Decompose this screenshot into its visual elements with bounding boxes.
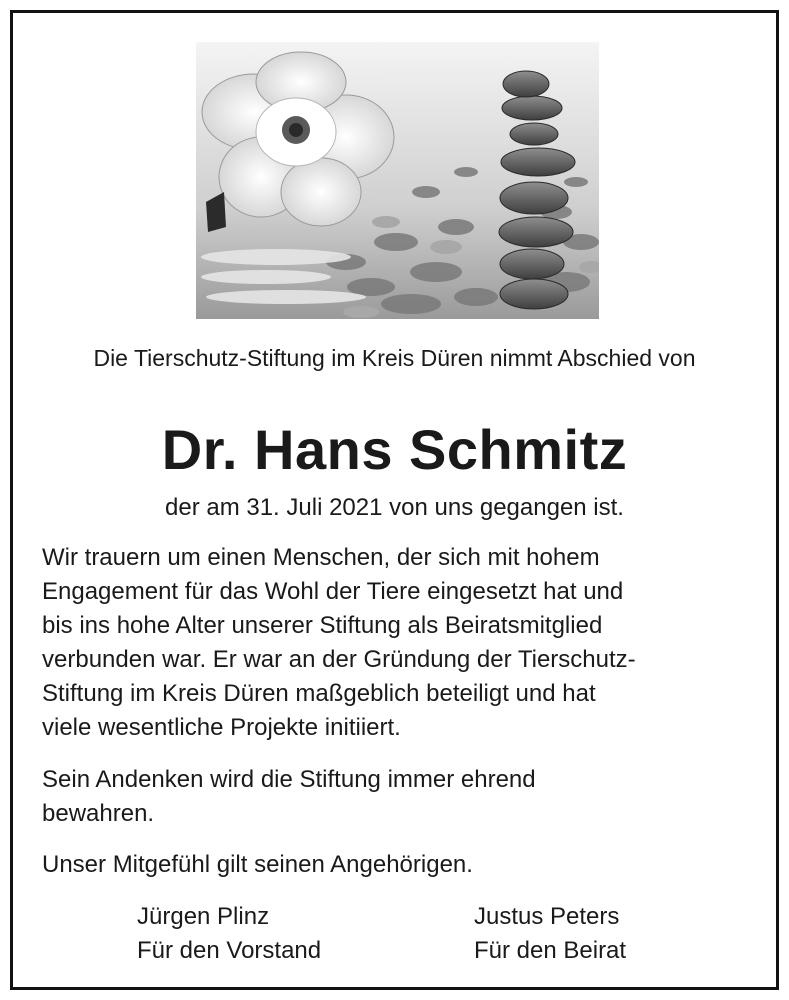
tribute-line: viele wesentliche Projekte initiiert. (42, 714, 401, 741)
intro-line: Die Tierschutz-Stiftung im Kreis Düren nimmt Abschied von (93, 345, 696, 371)
remembrance-paragraph (42, 763, 762, 831)
deceased-name: Dr. Hans Schmitz (161, 418, 628, 481)
signature-role: Für den Beirat (474, 937, 627, 964)
obituary-frame (10, 10, 779, 990)
signature-role: Für den Vorstand (137, 937, 322, 964)
tribute-line: bis ins hohe Alter unserer Stiftung als Beiratsmitglied (42, 612, 603, 639)
remembrance-line: bewahren. (42, 800, 155, 827)
signature-board (137, 900, 321, 968)
remembrance-line: Sein Andenken wird die Stiftung immer ehrend (42, 766, 536, 793)
signature-name: Jürgen Plinz (137, 903, 270, 930)
signature-name: Justus Peters (474, 903, 620, 930)
tribute-line: Engagement für das Wohl der Tiere eingesetzt hat und (42, 578, 624, 605)
tribute-line: verbunden war. Er war an der Gründung der Tierschutz- (42, 646, 636, 673)
rose-stones-illustration (196, 42, 599, 319)
condolence-paragraph: Unser Mitgefühl gilt seinen Angehörigen. (42, 851, 473, 878)
tribute-line: Stiftung im Kreis Düren maßgeblich beteiligt und hat (42, 680, 596, 707)
tribute-line: Wir trauern um einen Menschen, der sich mit hohem (42, 544, 600, 571)
signature-advisory (474, 900, 626, 968)
tribute-paragraph (42, 541, 762, 745)
date-line: der am 31. Juli 2021 von uns gegangen ist. (165, 494, 624, 521)
rose-stones-photo (196, 42, 599, 319)
